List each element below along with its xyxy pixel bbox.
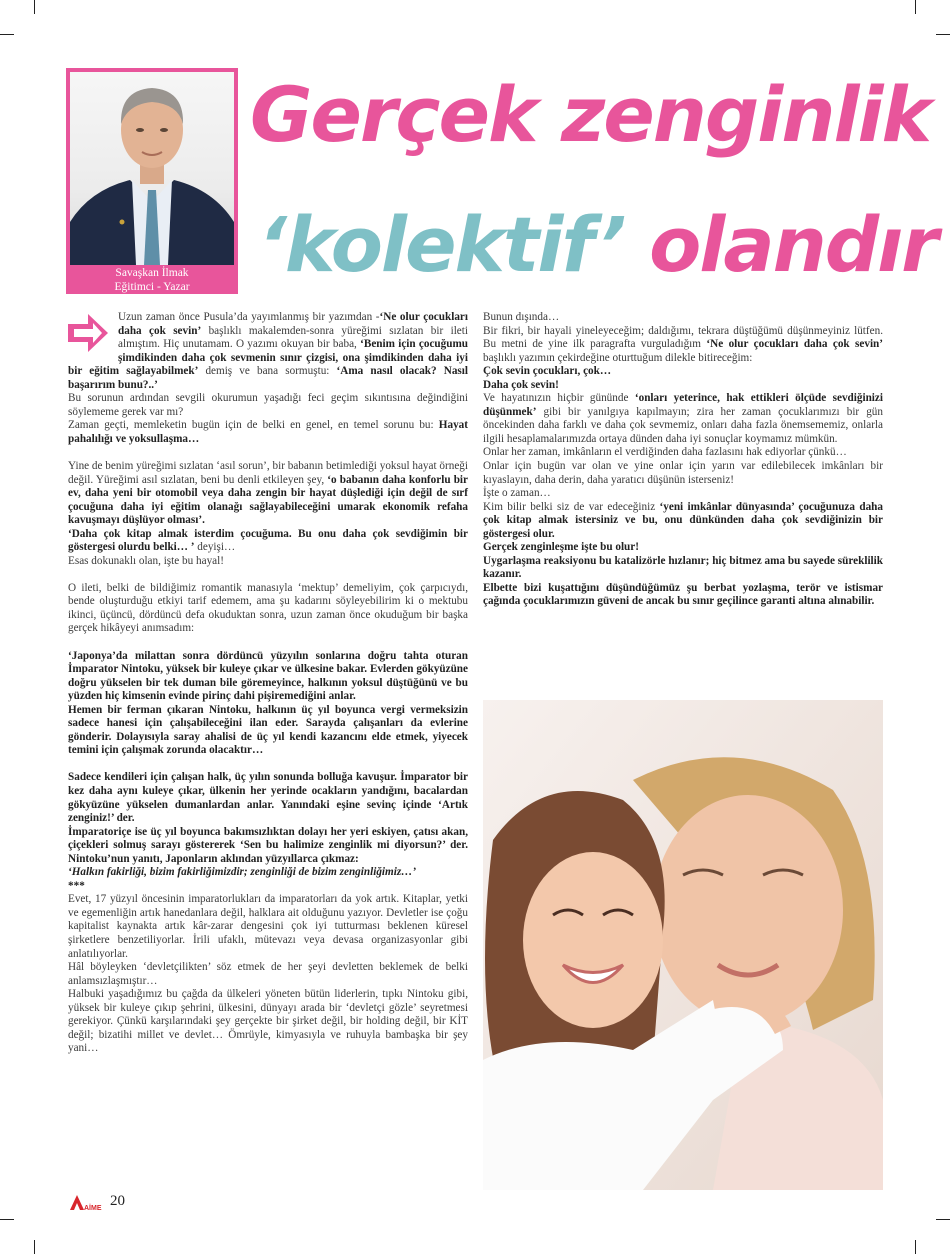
magazine-logo [68,1192,108,1212]
paragraph [483,487,883,501]
emphasis-text: ‘Ama nasıl olacak? Nasıl başarırım bunu?..’ [68,365,468,391]
emphasis-text: ‘yeni imkânlar dünyasında’ çocuğunuza daha çok kitap almak istersiniz ve bu, onu dünkünden daha çok sevdiğinizin bir göstergesi olur. [483,500,883,540]
emphasis-text: ‘Benim için çocuğumu şimdikinden daha çok sevmenin sınır çizgisi, ona şimdikinden daha iyi bir eğitim sağlayabilmek’ [68,338,469,378]
paragraph-text: Uzun zaman önce Pusula’da yayımlanmış bir yazımdan - [118,311,380,323]
paragraph [483,379,883,393]
paragraph [483,501,883,542]
arrow-right-icon [66,312,110,354]
crop-mark [34,0,35,14]
paragraph-text: Ve hayatınızın hiçbir gününde [483,392,635,405]
emphasis-text: Sadece kendileri için çalışan halk, üç yılın sonunda bolluğa kavuşur. İmparator bir kez daha aynı kuleye çıkar, ülkenin her yerinde ocakların yandığını, bacalardan gökyüzüne yükselen dumanlardan anlar. Yanındaki eşine sevinç içinde ‘Artık zenginiz!’ der. [68,771,468,825]
emphasis-text: Gerçek zenginleşme işte bu olur! [483,541,639,554]
paragraph [68,650,468,704]
crop-mark [34,1240,35,1254]
paragraph [68,311,468,392]
paragraph-text: Zaman geçti, memleketin bugün için de belki en genel, en temel sorunu bu: [68,419,439,432]
page-number: 20 [110,1193,125,1209]
article-right-column [483,311,883,609]
author-photo [70,72,234,265]
paragraph [483,555,883,582]
paragraph [483,365,883,379]
title-rest: olandır [624,200,937,289]
emphasis-text: Hayat pahalılığı ve yoksullaşma… [68,419,468,445]
emphasis-text: ‘Ne olur çocukları daha çok sevin’ [706,338,884,351]
mother-daughter-photo [483,700,883,1190]
article-left-column [68,311,468,1056]
paragraph-text: gibi bir yanılgıya kapılmayın; zira her zaman çocuklarımızı bir gün öncekinden daha farklı ve daha çok sevmemiz, onları daha fazla önemsememiz, onlarla ilgili hesaplamalarımızda ortaya dünden daha iyi sonuçlar koymamız mümkün. [483,405,883,445]
emphasis-text: ‘o babanın daha konforlu bir ev, daha yeni bir otomobil veya daha zengin bir hayat düşlediği için değil de sırf çocuğuna daha iyi eğitim olanağı sağlayabileceğini umarak ekonomik refaha kavuşmayı düşlüyor olması’. [68,473,468,527]
paragraph-text: Esas dokunaklı olan, işte bu hayal! [68,554,224,567]
crop-mark [936,1219,950,1220]
paragraph [68,392,468,419]
paragraph-text: Evet, 17 yüzyıl öncesinin imparatorlukları da imparatorları da yok artık. Kitaplar, yetki ve egemenliğin artık hanedanlara değil, halklara ait olduğunu yazıyor. Devletler ise çoğu kapitalist kaynakta artık kâr-zarar dengesini çok iyi tutturması beklenen küresel şirketlere benzetiliyorlar. İrili ufaklı, mütevazı veya devasa organizasyonlar gibi anlatılıyorlar. [68,893,468,960]
paragraph [68,555,468,569]
paragraph [68,419,468,446]
emphasis-text: İmparatoriçe ise üç yıl boyunca bakımsızlıktan dolayı her yeri eskiyen, çatısı akan, çiçekleri solmuş sarayı göstererek ‘Sen bu halimize zenginlik mi diyorsun?’ der. Nintoku’nun yanıtı, Japonların aklından yüzyıllarca çıkmaz: [68,825,468,865]
paragraph [68,826,468,867]
page-title-line1: Gerçek zenginlik [250,70,931,159]
paragraph [68,771,468,825]
paragraph [483,582,883,609]
paragraph-text: Onlar her zaman, imkânların el verdiğinden daha fazlasını hak ediyorlar çünkü… [483,446,847,459]
paragraph-text: deyişi… [194,541,236,554]
paragraph [68,704,468,758]
paragraph [483,392,883,446]
paragraph [483,311,883,325]
crop-mark [915,1240,916,1254]
crop-mark [0,1219,14,1220]
emphasis-text: Elbette bizi kuşattığını düşündüğümüz şu berbat yozlaşma, terör ve istismar çağında çocuklarımızın güveni de ancak bu sınır geçilince garanti altına alınabilir. [483,581,883,608]
author-caption [66,267,238,294]
author-box [66,68,238,294]
paragraph-text: Bunun dışında… [483,311,560,323]
paragraph-text: Halbuki yaşadığımız bu çağda da ülkeleri yöneten bütün liderlerin, tıpkı Nintoku gibi, yüksek bir kuleye çıkıp şehrini, ülkesini, dünyayı arada bir ‘devletçi gözle’ seyretmesi gerekiyor. Çünkü karşılarındaki şey gerçekte bir şirket değil, bir holding değil, bir KİT değil; bizatihi millet ve devlet… Ömrüyle, kimyasıyla ve ruhuyla bambaşka bir şey yani… [68,988,468,1055]
paragraph-text: Bu sorunun ardından sevgili okurumun yaşadığı feci geçim sıkıntısına değindiğini söylememe gerek var mı? [68,392,468,418]
emphasis-text: Çok sevin çocukları, çok… [483,365,612,378]
author-name: Savaşkan İlmak [115,267,189,279]
paragraph [68,528,468,555]
emphasis-text: ‘onları yeterince, hak ettikleri ölçüde sevdiğinizi düşünmek’ [483,392,883,418]
author-role: Eğitimci - Yazar [114,280,190,293]
paragraph-text: demiş ve bana sormuştu: [198,365,337,378]
emphasis-text: ‘Japonya’da milattan sonra dördüncü yüzyılın sonlarına doğru tahta oturan İmparator Nintoku, yüksek bir kuleye çıkar ve ülkesine bakar. Evlerden gökyüzüne doğru yükselen bir tek duman bile göremeyince, halkının yoksul düştüğünü ve bu yüzden hiç kimsenin evinde pirinç dahi pişiremediğini anlar. [68,649,468,703]
emphasis-text: Uygarlaşma reaksiyonu bu katalizörle hızlanır; hiç bitmez ama bu sayede süreklilik kazanır. [483,554,883,581]
paragraph-text: Bir fikri, bir hayali yineleyeceğim; daldığımı, tekrara düştüğümü düşünmeyiniz lütfen. Bu metni de yine ilk paragrafta vurguladığım [483,324,883,351]
emphasis-text: ‘Halkın fakirliği, bizim fakirliğimizdir; zenginliği de bizim zenginliğimiz…’ [68,866,417,879]
paragraph-text: Onlar için bugün var olan ve yine onlar için yarın var edilebilecek imkânları bir kıyaslayın, daha derin, daha yaratıcı düşünün isterseniz! [483,460,883,486]
article-left-body [68,311,468,1056]
paragraph-text: O ileti, belki de bildiğimiz romantik manasıyla ‘mektup’ demeliyim, çok çarpıcıydı, bende oluşturduğu etkiyi tarif edemem, ama şu kadarını söyleyebilirim ki o mektubu ikinci, üçüncü, dördüncü defa okuduktan sonra, uzun zaman önce okuduğum bir başka gerçek hikâyeyi anımsadım: [68,581,468,635]
paragraph [68,460,468,528]
paragraph [68,866,468,880]
page-title-line2 [258,200,937,290]
crop-mark [936,34,950,35]
emphasis-text: *** [68,879,85,892]
paragraph [68,988,468,1056]
article-right-body [483,311,883,609]
paragraph [483,460,883,487]
emphasis-text: Hemen bir ferman çıkaran Nintoku, halkının üç yıl boyunca vergi vermeksizin sadece hanesi için çalışabileceğini ilan eder. Sarayda çalışanları da evlerine gönderir. Dolayısıyla saray ahalisi de üç yıl kendi kazancını elde etmek, yiyecek temini için çalışmak zorunda olacaktır… [68,703,468,757]
paragraph-text: Kim bilir belki siz de var edeceğiniz [483,500,660,513]
paragraph-text: başlıklı makalemden-sonra yüreğimi sızlatan bir ileti almıştım. Hiç unutamam. O yazımı okuyan bir baba, [118,324,468,351]
paragraph [483,325,883,366]
paragraph [68,961,468,988]
paragraph [483,446,883,460]
crop-mark [915,0,916,14]
paragraph-text: Yine de benim yüreğimi sızlatan ‘asıl sorun’, bir babanın betimlediği yoksul hayat örneği değil. Yüreğimi asıl sızlatan, beni bu denli etkileyen şey, [68,459,468,486]
title-quoted-word: ‘kolektif’ [258,200,625,289]
emphasis-text: Daha çok sevin! [483,378,559,391]
paragraph [483,541,883,555]
paragraph-text: Hâl böyleyken ‘devletçilikten’ söz etmek de her şeyi devletten beklemek de belki anlamsızlaşmıştır… [68,961,468,987]
paragraph [68,880,468,894]
paragraph [68,893,468,961]
emphasis-text: ‘Daha çok kitap almak isterdim çocuğuma. Bu onu daha çok sevdiğimin bir göstergesi olurdu belki… ’ [68,527,468,554]
paragraph-text: İşte o zaman… [483,487,551,500]
magazine-logo-text: AİME [84,1205,102,1212]
paragraph [68,582,468,636]
emphasis-text: ‘Ne olur çocukları daha çok sevin’ [118,311,468,337]
crop-mark [0,34,14,35]
paragraph-text: başlıklı yazımın çekirdeğine oturttuğum dilekle bitireceğim: [483,351,753,364]
